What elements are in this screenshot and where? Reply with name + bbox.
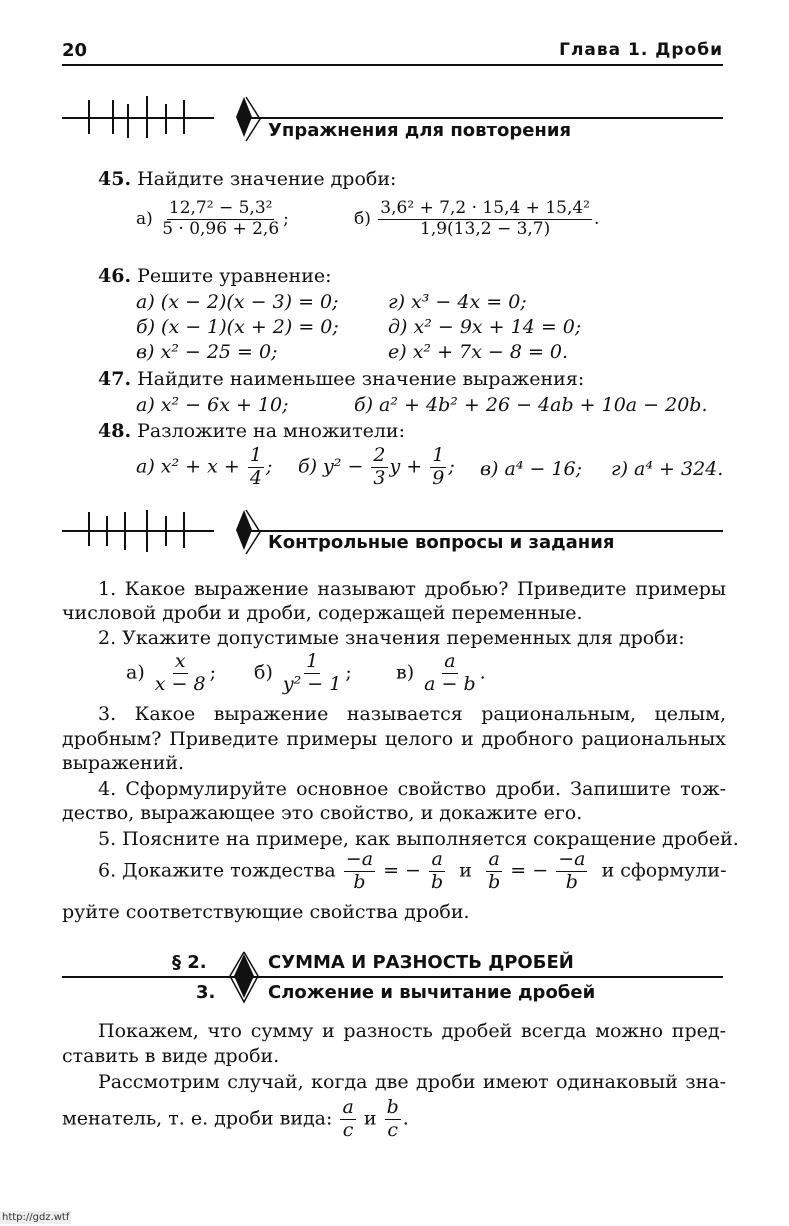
ex48-a: а) x² + x + $\frac{1}{4}$ ; — [136, 444, 273, 489]
ex47-b: б) a² + 4b² + 26 − 4ab + 10a − 20b. — [354, 394, 708, 416]
p2-line2: менатель, т. е. дроби вида: $\frac{a}{c}$ и $\frac{b}{c}$ . — [62, 1096, 409, 1141]
chapter-title: Глава 1. Дроби — [559, 40, 723, 60]
p1-line1: Покажем, что сумму и разность дробей всегда можно пред- — [98, 1020, 726, 1042]
q2-line: 2. Укажите допустимые значения переменных для дроби: — [98, 627, 685, 649]
q6-line1: 6. Докажите тождества $\frac{-a}{b}$ = − $\frac{a}{b}$ и $\frac{a}{b}$ = − $\frac{-a}{b}$ и сформули- — [98, 848, 727, 893]
diamond-icon — [234, 95, 264, 145]
ex46-item-f: е) x² + 7x − 8 = 0. — [388, 341, 569, 363]
q2-b: б) $\frac{1}{\text{y² − 1}}$ ; — [254, 650, 352, 695]
q3-line1: 3. Какое выражение называется рациональным, целым, — [98, 703, 726, 725]
ex46-item-b: б) (x − 1)(x + 2) = 0; — [136, 316, 339, 338]
q2-a: а) $\frac{x}{x - 8}$ ; — [126, 650, 217, 695]
ex46-line: 46. Решите уравнение: — [98, 265, 332, 287]
q5-line: 5. Поясните на примере, как выполняется сокращение дробей. — [98, 828, 739, 850]
ex48-d: г) a⁴ + 324. — [611, 458, 724, 480]
review-title: Упражнения для повторения — [268, 120, 572, 141]
q4-line1: 4. Сформулируйте основное свойство дроби. Запишите тож- — [98, 778, 726, 800]
section-title: СУММА И РАЗНОСТЬ ДРОБЕЙ — [268, 952, 574, 973]
ex46-item-a: а) (x − 2)(x − 3) = 0; — [136, 291, 339, 313]
p2-line1: Рассмотрим случай, когда две дроби имеют одинаковый зна- — [98, 1071, 726, 1093]
ex47-line: 47. Найдите наименьшее значение выражения: — [98, 368, 585, 390]
ex48-c: в) a⁴ − 16; — [480, 458, 583, 480]
q4-line2: дество, выражающее это свойство, и докажите его. — [62, 802, 583, 824]
header-rule — [62, 64, 723, 66]
subsection-number: 3. — [196, 982, 216, 1003]
ex45-a: а) $\frac{\text{12,7² − 5,3²}}{5 \cdot 0,96 + 2,6}$ ; — [136, 198, 289, 239]
ex47-a: а) x² − 6x + 10; — [136, 394, 289, 416]
ex45-line: 45. Найдите значение дроби: — [98, 168, 397, 190]
ex46-item-c: в) x² − 25 = 0; — [136, 341, 278, 363]
ex48-b: б) y² − $\frac{2}{3}$ y + $\frac{1}{9}$ ; — [298, 444, 455, 489]
ex48-line: 48. Разложите на множители: — [98, 420, 405, 442]
p1-line2: ставить в виде дроби. — [62, 1045, 280, 1067]
section-number: § 2. — [172, 952, 207, 973]
questions-title: Контрольные вопросы и задания — [268, 532, 615, 553]
q1-line1: 1. Какое выражение называют дробью? Приведите примеры — [98, 578, 726, 600]
q3-line3: выражений. — [62, 752, 185, 774]
subsection-title: Сложение и вычитание дробей — [268, 982, 596, 1003]
q6-line2: руйте соответствующие свойства дроби. — [62, 901, 470, 923]
ex46-item-d: г) x³ − 4x = 0; — [388, 291, 527, 313]
page-number: 20 — [62, 40, 88, 61]
ex46-item-e: д) x² − 9x + 14 = 0; — [388, 316, 582, 338]
source-url[interactable]: http://gdz.wtf — [2, 1212, 70, 1223]
ex45-b: б) $\frac{\text{3,6² + 7,2 · 15,4 + 15,4²}}{1,9(13,2 - 3,7)}$ . — [354, 198, 600, 239]
q3-line2: дробным? Приведите примеры целого и дробного рациональных — [62, 728, 726, 750]
q2-c: в) $\frac{a}{a - b}$ . — [396, 650, 486, 695]
diamond-icon — [226, 950, 262, 1006]
q1-line2: числовой дроби и дроби, содержащей переменные. — [62, 602, 583, 624]
diamond-icon — [234, 508, 264, 558]
